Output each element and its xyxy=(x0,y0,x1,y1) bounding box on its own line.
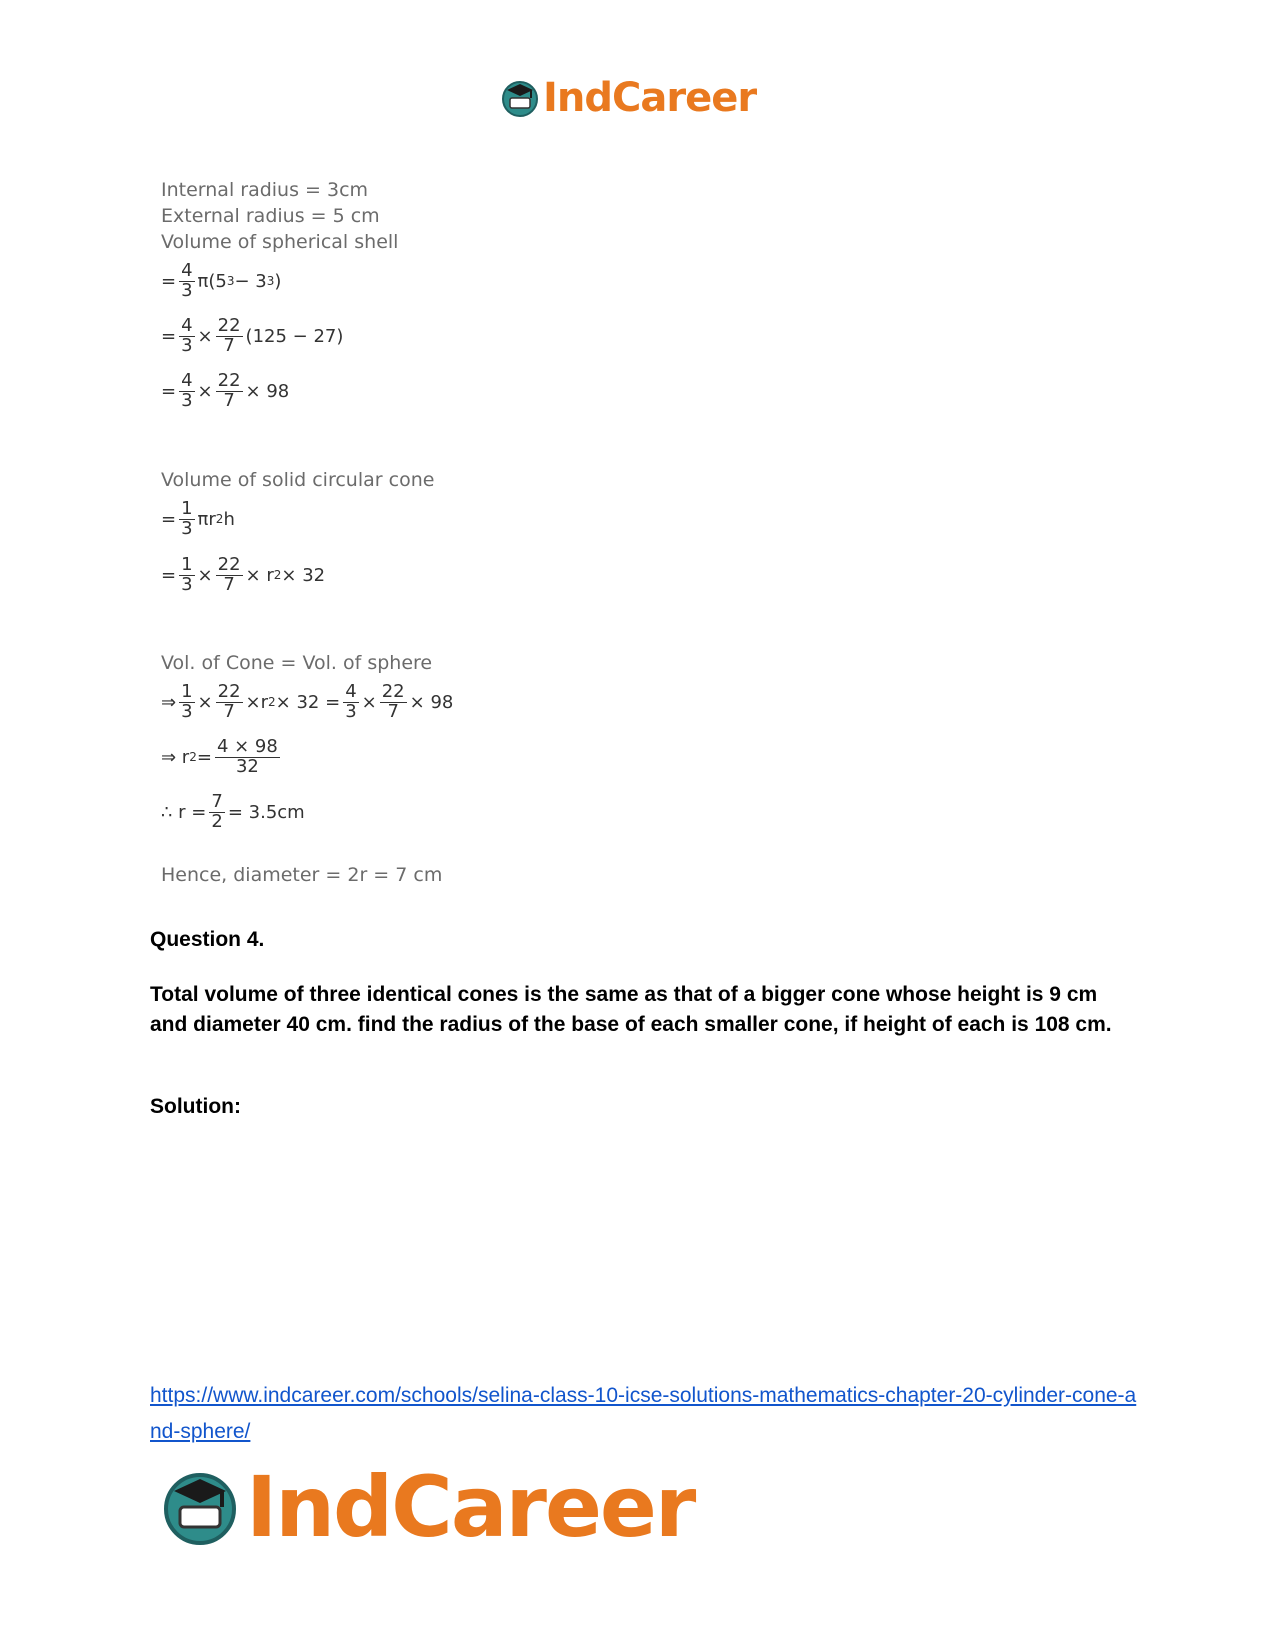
vol-equal-line: Vol. of Cone = Vol. of sphere xyxy=(161,652,433,674)
equation-shell-1: = $\frac{4}{3}$ π(5 3 − 3 3 ) xyxy=(161,260,282,301)
indcareer-globe-icon xyxy=(500,78,540,118)
indcareer-globe-icon xyxy=(160,1467,240,1547)
equation-equal-3: ∴ r = $\frac{7}{2}$ = 3.5cm xyxy=(161,791,305,832)
question-label: Question 4. xyxy=(150,928,265,951)
equation-shell-3: = $\frac{4}{3}$ × $\frac{22}{7}$ × 98 xyxy=(161,370,290,411)
footer-logo xyxy=(160,1458,695,1556)
equation-equal-1: ⇒ $\frac{1}{3}$ × $\frac{22}{7}$ ×r 2 × 32 = $\frac{4}{3}$ × $\frac{22}{7}$ × 98 xyxy=(161,681,454,722)
source-link[interactable]: https://www.indcareer.com/schools/selina-class-10-icse-solutions-mathematics-chapter-20-cylinder-cone-and-sphere/ xyxy=(150,1384,1137,1443)
external-radius-line: External radius = 5 cm xyxy=(161,205,380,227)
header-logo xyxy=(500,75,757,121)
logo-text: IndCareer xyxy=(246,1458,695,1556)
solid-cone-line: Volume of solid circular cone xyxy=(161,469,435,491)
equation-equal-2: ⇒ r 2 = $\frac{4 \times 98}{32}$ xyxy=(161,736,278,777)
question-text: Total volume of three identical cones is the same as that of a bigger cone whose height is 9 cm and diameter 40 cm. find the radius of the base of each smaller cone, if height of each is 108 cm. xyxy=(150,983,1112,1036)
hence-line: Hence, diameter = 2r = 7 cm xyxy=(161,864,443,886)
internal-radius-line: Internal radius = 3cm xyxy=(161,179,369,201)
equation-shell-2: = $\frac{4}{3}$ × $\frac{22}{7}$ (125 − 27) xyxy=(161,315,344,356)
logo-text: IndCareer xyxy=(543,75,757,121)
spherical-shell-line: Volume of spherical shell xyxy=(161,231,399,253)
solution-label: Solution: xyxy=(150,1095,241,1118)
equation-cone-1: = $\frac{1}{3}$ πr 2 h xyxy=(161,498,235,539)
equation-cone-2: = $\frac{1}{3}$ × $\frac{22}{7}$ × r 2 × 32 xyxy=(161,554,326,595)
